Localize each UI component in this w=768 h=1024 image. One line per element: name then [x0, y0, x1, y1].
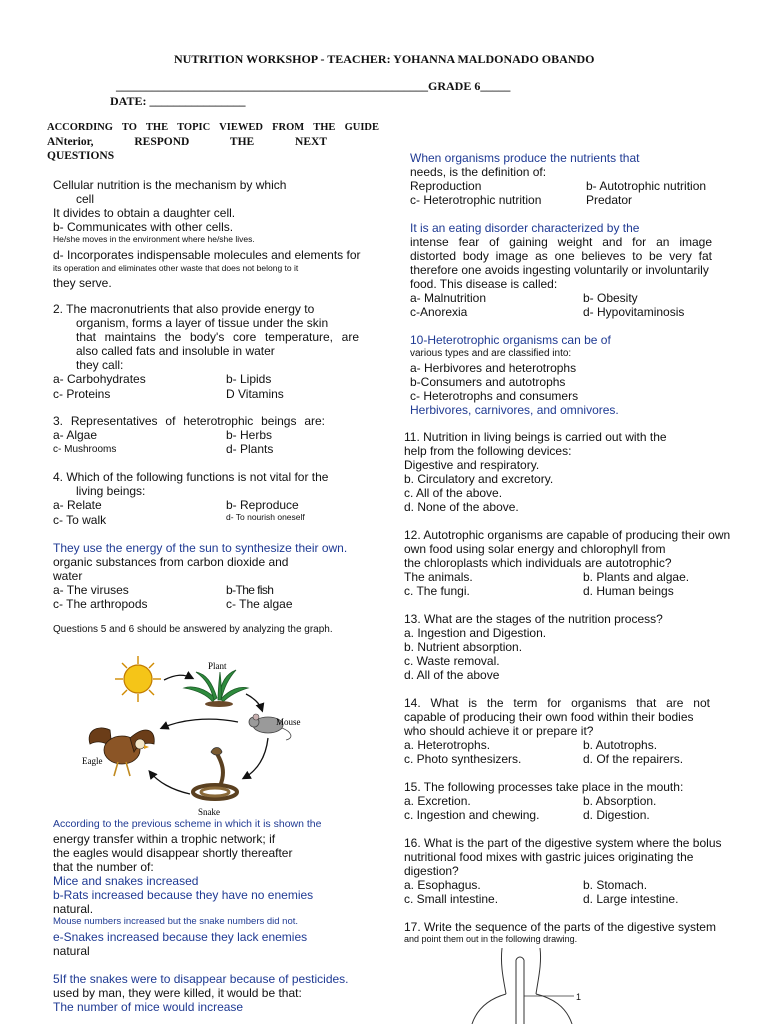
question-13-option-a: a. Ingestion and Digestion.: [404, 626, 547, 640]
question-7-option-c: c- Heterotrophic nutrition: [410, 193, 542, 207]
food-web-figure: [80, 652, 310, 817]
question-13-option-b: b. Nutrient absorption.: [404, 640, 523, 654]
question-5-stem-line-2: energy transfer within a trophic network; if: [53, 832, 276, 846]
figure-label-eagle: Eagle: [82, 756, 103, 766]
digestive-system-drawing: [470, 946, 620, 1024]
question-4-stem-cont: living beings:: [76, 484, 146, 498]
question-10-stem-cont: various types and are classified into:: [410, 348, 572, 359]
date-line: DATE: ________________: [110, 94, 246, 108]
question-7-stem-cont: needs, is the definition of:: [410, 165, 547, 179]
question-2-stem-line-3: that maintains the body's core temperature, are: [76, 330, 359, 344]
question-8-stem: It is an eating disorder characterized by the: [410, 221, 640, 235]
question-6-stem-line-2: used by man, they were killed, it would be that:: [53, 986, 302, 1000]
question-sun-option-a: a- The viruses: [53, 583, 129, 597]
question-4-option-b: b- Reproduce: [226, 498, 299, 512]
question-10-stem: 10-Heterotrophic organisms can be of: [410, 333, 611, 347]
question-13-option-d: d. All of the above: [404, 668, 500, 682]
question-17-stem: 17. Write the sequence of the parts of the digestive system: [404, 920, 716, 934]
question-10-option-c: c- Heterotrophs and consumers: [410, 389, 579, 403]
question-3-option-d: d- Plants: [226, 442, 274, 456]
question-1-stem-cont: cell: [76, 192, 95, 206]
question-2-stem-line-5: they call:: [76, 358, 124, 372]
question-8-stem-line-3: distorted body image as one believes to be very fat: [410, 249, 712, 263]
question-5-option-b: b-Rats increased because they have no enemies: [53, 888, 314, 902]
question-7-option-a: Reproduction: [410, 179, 482, 193]
question-1-stem: Cellular nutrition is the mechanism by which: [53, 178, 287, 192]
question-16-option-b: b. Stomach.: [583, 878, 648, 892]
question-6-stem-line-3: The number of mice would increase: [53, 1000, 244, 1014]
question-3-option-a: a- Algae: [53, 428, 98, 442]
page-title: NUTRITION WORKSHOP - TEACHER: YOHANNA MALDONADO OBANDO: [174, 52, 595, 66]
question-1-option-d: d- Incorporates indispensable molecules and elements for: [53, 248, 361, 262]
question-8-stem-line-4: therefore one avoids ingesting voluntarily or involuntarily: [410, 263, 709, 277]
question-12-option-b: b. Plants and algae.: [583, 570, 690, 584]
question-15-option-c: c. Ingestion and chewing.: [404, 808, 540, 822]
question-5-option-e-cont: natural: [53, 944, 90, 958]
question-14-option-b: b. Autotrophs.: [583, 738, 658, 752]
question-1-option-d-cont: its operation and eliminates other waste that does not belong to it: [53, 263, 299, 273]
question-7-option-d: Predator: [586, 193, 633, 207]
question-17-stem-cont: and point them out in the following drawing.: [404, 934, 578, 944]
arrow-sun-to-plant: [164, 675, 192, 680]
question-1-option-d-end: they serve.: [53, 276, 112, 290]
figure-label-plant: Plant: [208, 661, 227, 671]
graph-note: Questions 5 and 6 should be answered by analyzing the graph.: [53, 624, 333, 635]
question-1-option-c: He/she moves in the environment where he/she lives.: [53, 234, 255, 244]
figure-label-mouse: Mouse: [276, 717, 301, 727]
question-14-option-a: a. Heterotrophs.: [404, 738, 491, 752]
question-1-option-a: It divides to obtain a daughter cell.: [53, 206, 236, 220]
plant-icon: [184, 670, 248, 707]
question-8-option-b: b- Obesity: [583, 291, 638, 305]
question-3-stem: 3. Representatives of heterotrophic beings are:: [53, 414, 325, 428]
instructions-line-2: ANterior, RESPOND THE NEXT: [47, 136, 327, 148]
question-11-stem-cont: help from the following devices:: [404, 444, 572, 458]
question-11-option-b: b. Circulatory and excretory.: [404, 472, 554, 486]
question-15-stem: 15. The following processes take place in the mouth:: [404, 780, 684, 794]
question-5-stem: According to the previous scheme in which it is shown the: [53, 818, 322, 830]
question-2-option-d: D Vitamins: [226, 387, 284, 401]
question-16-stem-line-3: digestion?: [404, 864, 459, 878]
question-15-option-a: a. Excretion.: [404, 794, 471, 808]
eagle-icon: [89, 728, 154, 776]
question-12-option-c: c. The fungi.: [404, 584, 470, 598]
question-8-stem-line-2: intense fear of gaining weight and for an image: [410, 235, 712, 249]
arrow-plant-to-mouse: [246, 694, 262, 710]
question-8-stem-line-5: food. This disease is called:: [410, 277, 558, 291]
question-12-stem-line-2: own food using solar energy and chlorophyll from: [404, 542, 666, 556]
question-7-option-b: b- Autotrophic nutrition: [586, 179, 707, 193]
question-2-stem-line-2: organism, forms a layer of tissue under the skin: [76, 316, 329, 330]
pointer-label-1: 1: [576, 992, 582, 1002]
question-16-option-a: a. Esophagus.: [404, 878, 481, 892]
figure-label-snake: Snake: [198, 807, 220, 817]
question-2-option-c: c- Proteins: [53, 387, 111, 401]
question-3-option-b: b- Herbs: [226, 428, 273, 442]
instructions-line-3: QUESTIONS: [47, 150, 115, 162]
question-16-stem-line-2: nutritional food mixes with gastric juices originating the: [404, 850, 694, 864]
question-12-stem: 12. Autotrophic organisms are capable of producing their own: [404, 528, 731, 542]
question-sun-option-c: c- The arthropods: [53, 597, 148, 611]
arrow-mouse-to-snake: [244, 738, 268, 778]
question-13-stem: 13. What are the stages of the nutrition process?: [404, 612, 663, 626]
question-12-stem-line-3: the chloroplasts which individuals are autotrophic?: [404, 556, 672, 570]
question-14-stem-line-2: capable of producing their own food within their bodies: [404, 710, 694, 724]
question-16-option-c: c. Small intestine.: [404, 892, 499, 906]
question-13-option-c: c. Waste removal.: [404, 654, 500, 668]
arrow-snake-to-eagle: [150, 772, 190, 794]
question-3-option-c: c- Mushrooms: [53, 444, 117, 455]
question-sun-stem: They use the energy of the sun to synthesize their own.: [53, 541, 348, 555]
question-8-option-a: a- Malnutrition: [410, 291, 487, 305]
question-8-option-d: d- Hypovitaminosis: [583, 305, 685, 319]
question-14-option-d: d. Of the repairers.: [583, 752, 684, 766]
question-14-option-c: c. Photo synthesizers.: [404, 752, 522, 766]
question-sun-stem-line-3: water: [53, 569, 83, 583]
question-2-option-a: a- Carbohydrates: [53, 372, 146, 386]
arrow-mouse-to-eagle: [162, 719, 238, 728]
question-10-option-a: a- Herbivores and heterotrophs: [410, 361, 577, 375]
question-8-option-c: c-Anorexia: [410, 305, 468, 319]
question-7-stem: When organisms produce the nutrients that: [410, 151, 640, 165]
question-sun-option-b: b-The fish: [226, 583, 274, 597]
instructions-line-1: ACCORDING TO THE TOPIC VIEWED FROM THE GUIDE: [47, 122, 379, 133]
question-2-option-b: b- Lipids: [226, 372, 272, 386]
question-2-stem: 2. The macronutrients that also provide energy to: [53, 302, 315, 316]
question-12-option-d: d. Human beings: [583, 584, 674, 598]
snake-icon: [193, 748, 237, 800]
question-10-option-d: Herbivores, carnivores, and omnivores.: [410, 403, 619, 417]
question-5-option-e: e-Snakes increased because they lack enemies: [53, 930, 308, 944]
question-11-option-a: Digestive and respiratory.: [404, 458, 540, 472]
question-6-stem: 5If the snakes were to disappear because of pesticides.: [53, 972, 349, 986]
question-1-option-b: b- Communicates with other cells.: [53, 220, 234, 234]
question-11-option-d: d. None of the above.: [404, 500, 519, 514]
question-4-option-a: a- Relate: [53, 498, 102, 512]
name-grade-line: ____________________________________________________GRADE 6_____: [116, 79, 511, 93]
question-5-option-c: Mouse numbers increased but the snake numbers did not.: [53, 916, 299, 927]
question-16-stem: 16. What is the part of the digestive system where the bolus: [404, 836, 722, 850]
question-15-option-d: d. Digestion.: [583, 808, 650, 822]
question-11-option-c: c. All of the above.: [404, 486, 503, 500]
question-sun-stem-line-2: organic substances from carbon dioxide and: [53, 555, 289, 569]
question-5-stem-line-3: the eagles would disappear shortly thereafter: [53, 846, 293, 860]
question-5-stem-line-4: that the number of:: [53, 860, 154, 874]
question-14-stem-line-3: who should achieve it or prepare it?: [404, 724, 594, 738]
question-4-option-d: d- To nourish oneself: [226, 512, 305, 522]
question-10-option-b: b-Consumers and autotrophs: [410, 375, 566, 389]
question-sun-option-d: c- The algae: [226, 597, 293, 611]
question-2-stem-line-4: also called fats and insoluble in water: [76, 344, 275, 358]
sun-icon: [115, 656, 161, 702]
question-16-option-d: d. Large intestine.: [583, 892, 679, 906]
question-12-option-a: The animals.: [404, 570, 473, 584]
question-5-option-b-cont: natural.: [53, 902, 94, 916]
question-11-stem: 11. Nutrition in living beings is carried out with the: [404, 430, 667, 444]
question-14-stem: 14. What is the term for organisms that are not: [404, 696, 710, 710]
question-5-option-a: Mice and snakes increased: [53, 874, 199, 888]
question-4-stem: 4. Which of the following functions is not vital for the: [53, 470, 329, 484]
question-4-option-c: c- To walk: [53, 513, 107, 527]
question-15-option-b: b. Absorption.: [583, 794, 657, 808]
